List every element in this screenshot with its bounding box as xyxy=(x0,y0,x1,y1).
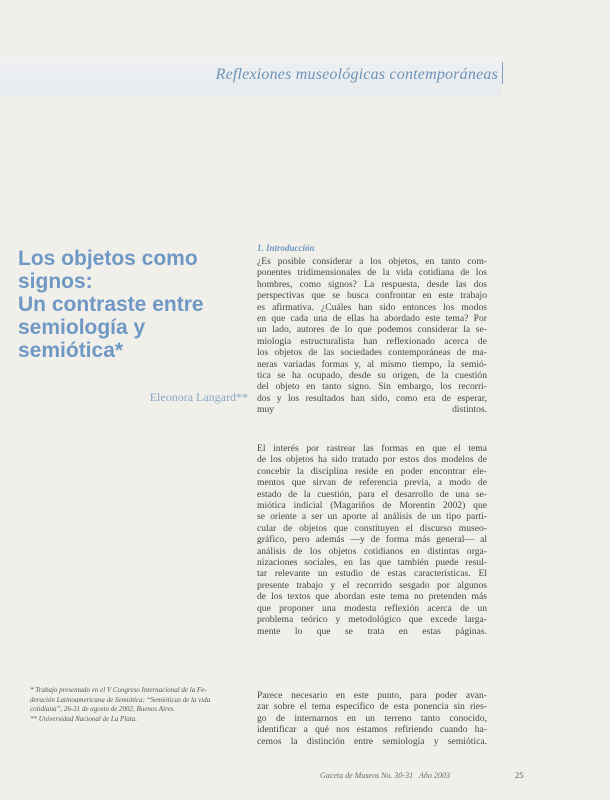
text-line: del objeto en tanto signo. Sin embargo, los recorri- xyxy=(257,381,487,393)
footnotes xyxy=(30,686,245,724)
text-line: es afirmativa. ¿Cuáles han sido entonces los modos xyxy=(257,301,487,313)
journal-name: Gaceta de Museos No. 30-31 xyxy=(320,771,414,780)
text-line: muy distintos. xyxy=(257,404,487,416)
text-line: zar sobre el tema específico de esta ponencia sin ries- xyxy=(257,701,487,713)
text-line: nizaciones sociales, en las que también puede resul- xyxy=(257,557,487,569)
text-line: go de internarnos en un terreno tanto conocido, xyxy=(257,712,487,724)
article-title xyxy=(18,247,253,362)
text-line: mentos que sirvan de referencia previa, a modo de xyxy=(257,477,487,489)
paragraph-1 xyxy=(257,256,487,416)
paragraph-3 xyxy=(257,690,487,747)
text-line: ¿Es posible considerar a los objetos, en tanto com- xyxy=(257,256,487,267)
text-line: gráfico, pero además —y de forma más general— al xyxy=(257,534,487,546)
title-line: Un contraste entre xyxy=(18,293,204,316)
text-line: análisis de los objetos cotidianos en distintas orga- xyxy=(257,545,487,557)
title-line: semiótica* xyxy=(18,339,124,362)
text-line: identificar a qué nos estamos refiriendo cuando ha- xyxy=(257,724,487,736)
author-name: Eleonora Langard** xyxy=(149,390,248,404)
text-line: hombres, como signos? La respuesta, desde las dos xyxy=(257,278,487,290)
text-line: neras variadas formas y, al mismo tiempo, la semió- xyxy=(257,358,487,370)
text-line: ponentes tridimensionales de la vida cotidiana de los xyxy=(257,267,487,279)
text-line: los objetos de las sociedades contemporáneas de ma- xyxy=(257,347,487,359)
header-rule xyxy=(502,62,503,84)
running-title: Reflexiones museológicas contemporáneas xyxy=(215,66,498,83)
text-line: que proponer una modesta reflexión acerca de un xyxy=(257,602,487,614)
footnote-line: * Trabajo presentado en el V Congreso Internacional de la Fe- xyxy=(30,686,207,694)
text-line: de los objetos ha sido tratado por estos dos modelos de xyxy=(257,454,487,466)
text-line: dos y los resultados han sido, como era de esperar, xyxy=(257,392,487,404)
title-line: Los objetos como xyxy=(18,247,198,270)
text-line: El interés por rastrear las formas en que el tema xyxy=(257,443,487,454)
text-line: un lado, autores de lo que podemos considerar la se- xyxy=(257,324,487,336)
text-line: miología estructuralista han reflexionado acerca de xyxy=(257,335,487,347)
page-number: 25 xyxy=(515,770,524,780)
text-line: cemos la distinción entre semiología y semiótica. xyxy=(257,735,487,747)
section-heading: 1. Introducción xyxy=(257,243,315,253)
text-line: tar relevante un estudio de estas características. El xyxy=(257,568,487,580)
text-line: en que cada una de ellas ha abordado este tema? Por xyxy=(257,313,487,325)
title-line: semiología y xyxy=(18,316,146,339)
text-line: mente lo que se trata en estas páginas. xyxy=(257,625,487,637)
page-footer xyxy=(320,771,454,780)
text-line: miótica indicial (Magariños de Morentin 2002) que xyxy=(257,500,487,512)
text-line: Parece necesario en este punto, para poder avan- xyxy=(257,690,487,701)
text-line: problema teórico y metodológico que excede larga- xyxy=(257,614,487,626)
footnote-line: cotidiana”, 26-31 de agosto de 2002, Buenos Aires. xyxy=(30,705,176,713)
text-line: presente trabajo y el recorrido sesgado por algunos xyxy=(257,579,487,591)
text-line: estado de la cuestión, para el desarrollo de una se- xyxy=(257,488,487,500)
text-line: se oriente a ser un aporte al análisis de un tipo parti- xyxy=(257,511,487,523)
paragraph-2 xyxy=(257,443,487,637)
title-line: signos: xyxy=(18,270,93,293)
text-line: perspectivas que se busca confrontar en este trabajo xyxy=(257,290,487,302)
footnote-line: ** Universidad Nacional de La Plata. xyxy=(30,714,137,723)
text-line: tica se ha ocupado, desde su origen, de la cuestión xyxy=(257,370,487,382)
publication-year: Año 2003 xyxy=(418,771,450,780)
text-line: cular de objetos que constituyen el discurso museo- xyxy=(257,522,487,534)
footnote-line: deración Latinoamericana de Semiótica: “Semióticas de la vida xyxy=(30,695,211,704)
text-line: de los textos que abordan este tema no pretenden más xyxy=(257,591,487,603)
text-line: concebir la disciplina reside en poder encontrar ele- xyxy=(257,465,487,477)
